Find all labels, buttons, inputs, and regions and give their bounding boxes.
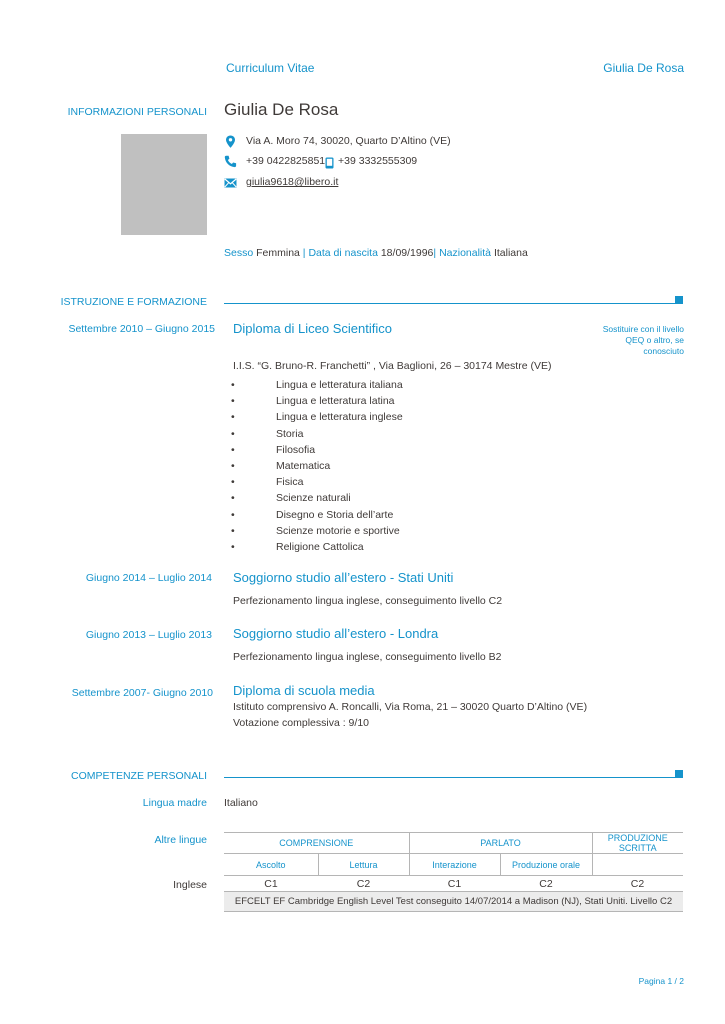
section-personal-skills: COMPETENZE PERSONALI xyxy=(71,770,207,782)
other-languages-label: Altre lingue xyxy=(154,834,207,846)
mother-tongue-label: Lingua madre xyxy=(142,797,207,809)
entry-institution: I.I.S. “G. Bruno-R. Franchetti” , Via Baglioni, 26 – 30174 Mestre (VE) xyxy=(233,360,552,372)
qualification-level-note xyxy=(603,324,684,357)
entry-title: Soggiorno studio all’estero - Londra xyxy=(233,626,439,641)
table-subheader-row xyxy=(224,854,683,876)
entry-institution: Istituto comprensivo A. Roncalli, Via Roma, 21 – 30020 Quarto D’Altino (VE) xyxy=(233,701,588,713)
entry-dates: Settembre 2007- Giugno 2010 xyxy=(71,687,213,699)
header-comprehension: COMPRENSIONE xyxy=(224,833,409,854)
phone-landline: +39 0422825851 xyxy=(246,155,326,167)
level-cell: C2 xyxy=(318,876,409,892)
entry-dates: Giugno 2014 – Luglio 2014 xyxy=(85,572,212,584)
language-name: Inglese xyxy=(173,879,207,891)
location-pin-icon xyxy=(224,135,237,148)
subheader-writing-empty xyxy=(592,854,683,876)
note-line: Sostituire con il livello xyxy=(602,324,684,334)
subject: Lingua e letteratura latina xyxy=(276,395,395,408)
level-cell: C2 xyxy=(592,876,683,892)
subheader-production: Produzione orale xyxy=(500,854,592,876)
entry-title: Soggiorno studio all’estero - Stati Uniti xyxy=(233,570,454,585)
subject: Lingua e letteratura italiana xyxy=(276,379,403,391)
birth-date-label: Data di nascita xyxy=(308,247,378,259)
sex-label: Sesso xyxy=(224,247,254,259)
table-row xyxy=(224,876,683,892)
sex-value: Femmina xyxy=(256,247,300,259)
section-personal-info: INFORMAZIONI PERSONALI xyxy=(67,106,207,118)
certificate-row xyxy=(224,892,683,912)
separator: | xyxy=(302,247,306,259)
header-title: Curriculum Vitae xyxy=(226,61,315,75)
nationality-value: Italiana xyxy=(493,247,528,259)
table-header-row xyxy=(224,833,683,854)
entry-description: Perfezionamento lingua inglese, conseguimento livello B2 xyxy=(233,651,502,663)
entry-title: Diploma di Liceo Scientifico xyxy=(233,321,392,336)
mother-tongue-value: Italiano xyxy=(224,797,258,809)
language-skills-table xyxy=(224,832,683,912)
person-name: Giulia De Rosa xyxy=(224,100,339,119)
entry-dates: Settembre 2010 – Giugno 2015 xyxy=(68,323,215,335)
section-divider xyxy=(224,777,675,778)
phone-icon xyxy=(224,155,237,168)
personal-details xyxy=(224,247,528,259)
subject: Matematica xyxy=(276,459,331,472)
subject: Scienze naturali xyxy=(276,492,351,505)
header-writing: PRODUZIONE SCRITTA xyxy=(592,833,683,854)
subject: Disegno e Storia dell’arte xyxy=(276,508,394,521)
subheader-listening: Ascolto xyxy=(224,854,318,876)
certificate-note: EFCELT EF Cambridge English Level Test conseguito 14/07/2014 a Madison (NJ), Stati Uniti. Livello C2 xyxy=(224,892,683,912)
level-cell: C2 xyxy=(500,876,592,892)
nationality-label: Nazionalità xyxy=(439,247,492,259)
entry-grade: Votazione complessiva : 9/10 xyxy=(233,717,369,729)
subheader-interaction: Interazione xyxy=(409,854,500,876)
mobile-phone-icon xyxy=(325,157,334,169)
level-cell: C1 xyxy=(409,876,500,892)
section-education: ISTRUZIONE E FORMAZIONE xyxy=(60,296,207,308)
section-marker xyxy=(675,296,683,304)
email-icon xyxy=(224,178,237,188)
subject: Lingua e letteratura inglese xyxy=(276,411,403,424)
entry-title: Diploma di scuola media xyxy=(233,683,375,698)
subheader-reading: Lettura xyxy=(318,854,409,876)
note-line: conosciuto xyxy=(643,346,684,356)
entry-dates: Giugno 2013 – Luglio 2013 xyxy=(85,629,212,641)
entry-description: Perfezionamento lingua inglese, conseguimento livello C2 xyxy=(233,595,503,607)
subject: Scienze motorie e sportive xyxy=(276,524,400,537)
header-speaking: PARLATO xyxy=(409,833,592,854)
subject: Religione Cattolica xyxy=(276,540,364,553)
subject: Storia xyxy=(276,427,304,440)
level-cell: C1 xyxy=(224,876,318,892)
profile-photo xyxy=(121,134,207,235)
page-number: Pagina 1 / 2 xyxy=(638,976,684,986)
note-line: QEQ o altro, se xyxy=(625,335,684,345)
address: Via A. Moro 74, 30020, Quarto D’Altino (VE) xyxy=(246,135,451,147)
section-divider xyxy=(224,303,675,304)
subject: Fisica xyxy=(276,476,304,489)
phone-mobile: +39 3332555309 xyxy=(338,155,418,167)
birth-date-value: 18/09/1996 xyxy=(380,247,434,259)
email-link[interactable]: giulia9618@libero.it xyxy=(246,176,339,188)
subject: Filosofia xyxy=(276,443,316,456)
section-marker xyxy=(675,770,683,778)
header-name: Giulia De Rosa xyxy=(603,61,684,75)
separator: | xyxy=(433,247,437,259)
